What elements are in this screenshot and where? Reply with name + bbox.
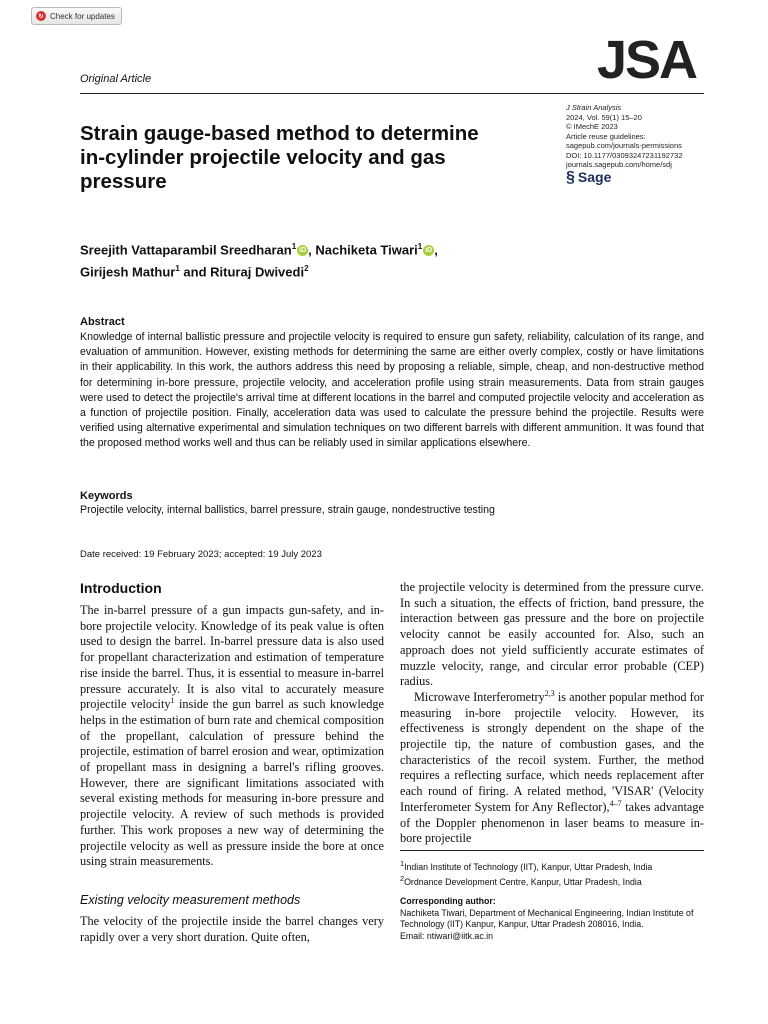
affiliation-text: Indian Institute of Technology (IIT), Kanpur, Uttar Pradesh, India (404, 861, 653, 872)
paragraph (400, 690, 704, 847)
doi[interactable]: DOI: 10.1177/03093247231192732 (566, 150, 683, 160)
check-for-updates-button[interactable] (31, 7, 122, 25)
subsection-heading: Existing velocity measurement methods (80, 893, 301, 907)
corresponding-author (400, 896, 710, 942)
text-run: Microwave Interferometry (414, 689, 545, 704)
abstract-text: Knowledge of internal ballistic pressure and projectile velocity is required to ensure gun safety, reliability, calculation of its range, and evaluation of ammunition. However, existing methods for determining the same are either overly complex, costly or have limitations in their applicability. In this work, the authors address this need by proposing a reliable, simple, cheap, and non-destructive method for determining in-bore pressure, projectile velocity, and acceleration profile using strain measurements. Data from strain gauges were used to detect the projectile's arrival time at different locations in the barrel and computed projectile velocity and acceleration as a function of projectile position. Finally, acceleration data was used to calculate the pressure behind the projectile. Results were verified using alternative experimental and simulation techniques on two different barrels with different ammunition. It was found that the proposed method works well and thus can be reliably used in similar applications elsewhere. (80, 331, 704, 450)
publisher-name: Sage (577, 168, 612, 185)
intro-text: The in-barrel pressure of a gun impacts gun-safety, and in-bore projectile velocity. Knowledge of its peak value is often used to design the barrel. In-barrel pressure data is also used for propellant characterization and estimation of temperature rise inside the barrel. Thus, it is essential to measure in-barrel pressure accurately. It is also vital to accurately measure projectile velocity (80, 603, 384, 712)
affiliation: $^2$Ordnance Development Centre, Kanpur, Uttar Pradesh, India (400, 874, 642, 888)
author-name: Rituraj Dwivedi (210, 264, 305, 280)
citation: 4–7 (609, 798, 622, 808)
corr-heading: Corresponding author: (400, 896, 496, 906)
author-name: Girijesh Mathur (80, 264, 176, 280)
citation: 1 (170, 696, 175, 706)
dates-line: Date received: 19 February 2023; accepted: 19 July 2023 (80, 549, 322, 560)
intro-text-cont: inside the gun barrel as such knowledge helps in the estimation of burn rate and chemical composition of the propellant, calculation of pressure behind the projectile, estimation of barrel erosion and wear, optimization of propellant mass in designing a barrel's rifling grooves. However, there are significant limitations associated with several existing methods for measuring in-bore pressure and projectile velocity. A review of such methods is provided further. This work proposes a new way of determining the projectile velocity as well as pressure inside the bore at once using strain measurements. (80, 697, 384, 869)
journal-site-link[interactable]: journals.sagepub.com/home/sdj (566, 160, 672, 169)
citation: 2,3 (544, 688, 555, 698)
affiliations (400, 858, 710, 889)
affiliation: $^1$Indian Institute of Technology (IIT), Kanpur, Uttar Pradesh, India (400, 859, 653, 872)
journal-meta (566, 103, 683, 186)
orcid-icon[interactable]: iD (299, 247, 307, 255)
article-type: Original Article (80, 73, 152, 85)
header-divider (80, 93, 704, 94)
text-run: takes advantage of the Doppler phenomenon in laser beams to measure in-bore projectile (400, 799, 704, 846)
subsection-paragraph: The velocity of the projectile inside the barrel changes very rapidly over a very short duration. Quite often, (80, 914, 384, 944)
permissions-link[interactable]: sagepub.com/journals-permissions (566, 141, 682, 150)
author-name: Sreejith Vattaparambil Sreedharan (80, 242, 292, 258)
author-name: Nachiketa Tiwari (315, 242, 418, 258)
section-heading: Introduction (80, 580, 162, 596)
journal-issue: 2024, Vol. 59(1) 15–20 (566, 112, 642, 122)
refresh-icon: ↻ (36, 11, 46, 21)
corr-text: Nachiketa Tiwari, Department of Mechanical Engineering, Indian Institute of Technology (IIT) Kanpur, Kanpur, Uttar Pradesh 208016, India. (400, 907, 694, 929)
abstract-heading: Abstract (80, 316, 125, 328)
journal-logo: JSA (596, 30, 696, 90)
sage-logo (566, 168, 683, 186)
paper-title: Strain gauge-based method to determine in-cylinder projectile velocity and gas pressure (80, 122, 479, 193)
author-list: Sreejith Vattaparambil Sreedharan$^1$ iD , Nachiketa Tiwari$^1$ iD , Girijesh Mathur$^1$ and Rituraj Dwivedi$^2$ (80, 242, 438, 280)
journal-name: J Strain Analysis (566, 103, 622, 112)
intro-paragraph (80, 603, 384, 870)
orcid-icon[interactable]: iD (425, 247, 433, 255)
paragraph: the projectile velocity is determined from the pressure curve. In such a situation, the effects of friction, band pressure, the interaction between gas pressure and the bore on projectile velocity cannot be easily accounted for. Also, such an approach does not yield sufficiently accurate estimates of muzzle velocity, range, and circular error probable (CEP) radius. (400, 580, 704, 689)
corr-email[interactable]: Email: ntiwari@iitk.ac.in (400, 930, 494, 941)
footnote-divider (400, 850, 704, 851)
sage-s-icon: § (566, 168, 575, 186)
column-two (400, 580, 704, 847)
check-for-updates-label: Check for updates (50, 11, 115, 21)
reuse-label: Article reuse guidelines: (566, 131, 646, 141)
keywords-text: Projectile velocity, internal ballistics, barrel pressure, strain gauge, nondestructive testing (80, 504, 495, 516)
text-run: is another popular method for measuring in-bore projectile velocity. However, its effectiveness is strongly dependent on the shape of the projectile tip, the nature of combustion gases, and the characteristics of the recoil system. Further, the method requires a reflecting surface, which needs replacement after each round of firing. A related method, 'VISAR' (Velocity Interferometer System for Any Reflector), (400, 689, 704, 814)
keywords-heading: Keywords (80, 490, 133, 502)
copyright: © IMechE 2023 (566, 122, 618, 131)
affiliation-text: Ordnance Development Centre, Kanpur, Uttar Pradesh, India (404, 877, 642, 888)
